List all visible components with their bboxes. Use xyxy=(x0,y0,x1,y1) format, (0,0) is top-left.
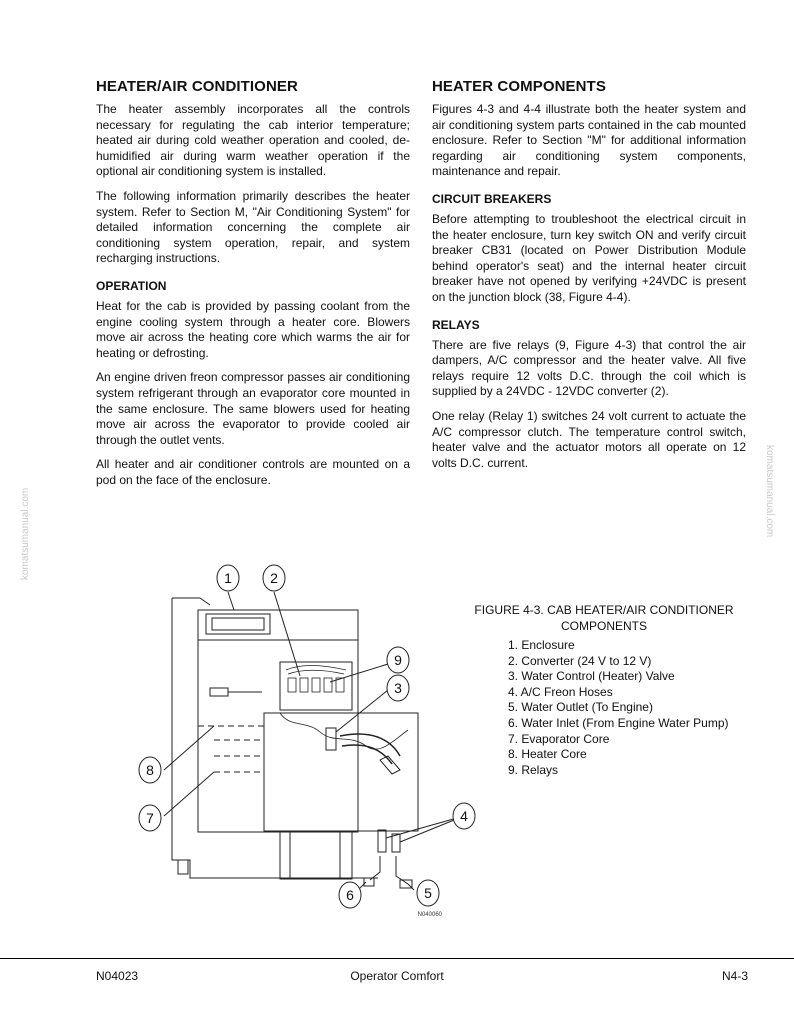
callout-1 xyxy=(217,565,239,591)
circuit-breakers-paragraph: Before attempting to troubleshoot the electrical circuit in the heater enclosure, turn key switch ON and verify circuit breaker CB31 (located on Power Distribution Module behind operator's seat) and the internal heater circuit breaker have not opened by verifying +24VDC is present on the junction block (38, Figure 4-4). xyxy=(432,211,746,304)
relays-paragraph-2: One relay (Relay 1) switches 24 volt current to actuate the A/C compressor clutch. The temperature control switch, heater valve and the actuator motors all operate on 12 volts D.C. current. xyxy=(432,408,746,470)
watermark-left: komatsumanual.com xyxy=(20,487,31,580)
callout-6 xyxy=(339,882,361,908)
legend-item: 6. Water Inlet (From Engine Water Pump) xyxy=(508,715,729,730)
legend-item: 3. Water Control (Heater) Valve xyxy=(508,669,675,684)
legend-item: 1. Enclosure xyxy=(508,638,575,652)
callout-7 xyxy=(139,805,161,831)
heater-components-paragraph: Figures 4-3 and 4-4 illustrate both the heater system and air conditioning system parts contained in the cab mounted enclosure. Refer to Section "M" for additional information regarding air conditioning system components, maintenance and repair. xyxy=(432,102,746,179)
callout-8 xyxy=(139,757,161,783)
callout-3-label: 3 xyxy=(394,680,402,696)
callout-5 xyxy=(417,880,439,906)
callout-4-label: 4 xyxy=(460,808,468,824)
left-column xyxy=(96,78,410,497)
callout-2 xyxy=(263,565,285,591)
drawing-code: N040060 xyxy=(417,912,442,918)
legend-item: 8. Heater Core xyxy=(508,747,587,762)
footer-section-title: Operator Comfort xyxy=(350,969,444,983)
relays-paragraph-1: There are five relays (9, Figure 4-3) that control the air dampers, A/C compressor and the heater valve. All five relays require 12 volts D.C. through the coil which is supplied by a 24VDC - 12VDC converter (2). xyxy=(432,337,746,399)
legend-item: 2. Converter (24 V to 12 V) xyxy=(508,653,652,668)
circuit-breakers-heading: CIRCUIT BREAKERS xyxy=(432,191,552,206)
callout-9 xyxy=(387,647,409,673)
heater-ac-paragraph-1: The heater assembly incorporates all the controls necessary for regulating the cab interior temperature; heated air during cold weather operation and cooled, de-humidified air during warm weather operation if the optional air conditioning system is installed. xyxy=(96,102,410,179)
legend-item: 5. Water Outlet (To Engine) xyxy=(508,700,653,715)
callout-8-label: 8 xyxy=(146,762,154,778)
operation-paragraph-2: An engine driven freon compressor passes air conditioning system refrigerant through an evaporator core mounted in the same enclosure. The same blowers used for heating move air across the evaporator to provide cooled air through the outlet vents. xyxy=(96,370,410,447)
operation-paragraph-3: All heater and air conditioner controls are mounted on a pod on the face of the enclosure. xyxy=(96,457,410,487)
figure-legend xyxy=(455,638,753,778)
figure-title xyxy=(455,603,753,634)
right-column xyxy=(432,78,746,480)
heater-ac-paragraph-2: The following information primarily describes the heater system. Refer to Section M, "Air Conditioning System" for detailed information concerning the complete air conditioning system operation, repair, and system recharging instructions. xyxy=(96,188,410,266)
figure-title-line-1: FIGURE 4-3. CAB HEATER/AIR CONDITIONER xyxy=(474,603,734,617)
watermark-right: komatsumanual.com xyxy=(764,445,775,538)
relays-heading: RELAYS xyxy=(432,317,480,332)
callout-2-label: 2 xyxy=(270,570,278,586)
figure-caption xyxy=(455,603,753,778)
footer-page-number: N4-3 xyxy=(721,969,748,983)
footer-divider xyxy=(0,958,794,959)
callout-3 xyxy=(387,675,409,701)
figure-title-line-2: COMPONENTS xyxy=(560,618,647,633)
heater-ac-heading: HEATER/AIR CONDITIONER xyxy=(96,78,298,95)
callout-1-label: 1 xyxy=(224,570,232,586)
legend-item: 4. A/C Freon Hoses xyxy=(508,684,613,699)
operation-paragraph-1: Heat for the cab is provided by passing coolant from the engine cooling system through a heater core. Blowers move air across the heating core which warms the air for heating or defrosting. xyxy=(96,298,410,360)
callout-7-label: 7 xyxy=(146,810,154,826)
callout-6-label: 6 xyxy=(346,887,354,903)
callout-4 xyxy=(453,803,475,829)
heater-components-heading: HEATER COMPONENTS xyxy=(432,78,606,95)
footer-doc-number: N04023 xyxy=(96,969,139,983)
heater-ac-diagram xyxy=(130,560,468,925)
callout-5-label: 5 xyxy=(424,885,432,901)
callout-9-label: 9 xyxy=(394,652,402,668)
legend-item: 7. Evaporator Core xyxy=(508,731,610,746)
operation-heading: OPERATION xyxy=(96,278,167,293)
legend-item: 9. Relays xyxy=(508,762,559,777)
